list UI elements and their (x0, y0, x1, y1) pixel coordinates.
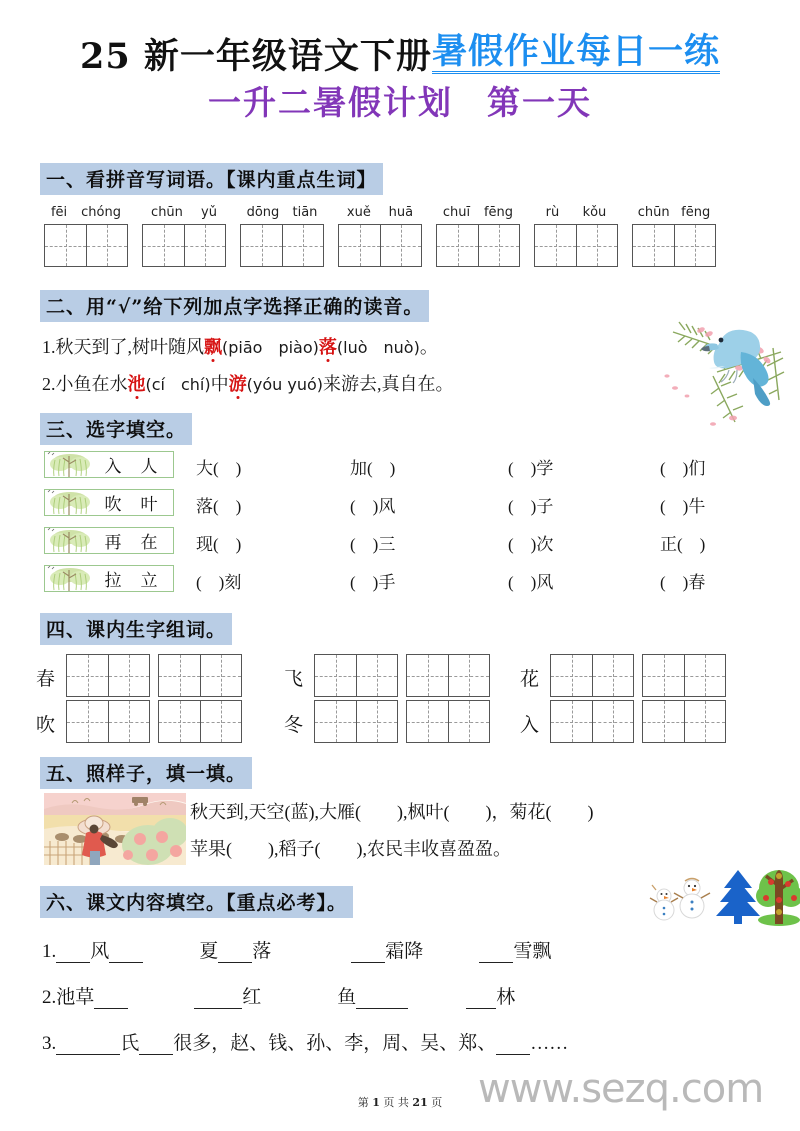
apple-tree (756, 870, 800, 926)
s2-l2-target-1: 池 (127, 374, 146, 394)
tianzige-cell[interactable] (159, 701, 200, 742)
fill-blank-item[interactable]: 加( ) (350, 459, 396, 478)
fill-blank-item[interactable]: ( )春 (660, 573, 706, 592)
word-choice-box[interactable] (44, 527, 174, 554)
word-writing-grid[interactable] (66, 700, 150, 743)
snowman-large (674, 879, 710, 919)
tianzige-cell[interactable] (45, 225, 86, 266)
section-5-heading-wrap (40, 757, 252, 789)
section-5-line-1: 秋天到,天空(蓝),大雁( ),枫叶( )，菊花( ) (190, 802, 594, 822)
word-writing-grid[interactable] (66, 654, 150, 697)
tianzige-cell[interactable] (380, 225, 421, 266)
fill-blank-item[interactable]: 现( ) (196, 535, 242, 554)
tianzige-cell[interactable] (67, 655, 108, 696)
pinyin-word-item (632, 205, 716, 267)
footer-suffix: 页 (431, 1096, 443, 1109)
tianzige-cell[interactable] (108, 655, 149, 696)
s2-l2-end: 来游去,真自在。 (323, 374, 454, 394)
s6-l3-number: 3. (42, 1033, 57, 1054)
footer-page-number: 1 (372, 1096, 380, 1109)
s2-l2-text-a: 小鱼在水 (55, 374, 128, 394)
tianzige-cell[interactable] (339, 225, 380, 266)
subtitle-day-text: 第一天 (487, 83, 592, 122)
s6-l2-char-2: 红 (242, 987, 262, 1008)
s2-l1-pinyin-1: (piāo piào) (222, 338, 319, 357)
pinyin-word-item (338, 205, 422, 267)
tianzige-cell[interactable] (143, 225, 184, 266)
s6-l2-char-1: 池草 (56, 987, 95, 1008)
word-writing-grid[interactable] (314, 700, 398, 743)
fill-blank-item[interactable]: ( )手 (350, 573, 396, 592)
s6-l2-char-3: 鱼 (337, 987, 357, 1008)
s2-l1-pinyin-2: (luò nuò) (336, 338, 420, 357)
fill-blank-item[interactable]: ( )牛 (660, 497, 706, 516)
s2-l1-target-2: 落 (318, 337, 337, 357)
s6-l1-char-5: 雪飘 (513, 941, 552, 962)
section-5-heading: 五、照样子，填一填。 (40, 757, 252, 789)
tianzige-grid[interactable] (44, 224, 128, 267)
tianzige-grid[interactable] (550, 700, 634, 743)
harvest-scene-illustration (44, 793, 186, 865)
tianzige-cell[interactable] (407, 701, 448, 742)
spacer (408, 987, 466, 1009)
word-writing-grid[interactable] (642, 700, 726, 743)
tianzige-cell[interactable] (551, 655, 592, 696)
tianzige-cell[interactable] (200, 701, 241, 742)
section-5-line-2: 苹果( ),稻子( ),农民丰收喜盈盈。 (190, 839, 511, 859)
willow-tree-icon (45, 528, 95, 553)
tianzige-cell[interactable] (315, 655, 356, 696)
tianzige-cell[interactable] (108, 701, 149, 742)
tianzige-grid[interactable] (158, 654, 242, 697)
pinyin-syllable-2: huā (388, 205, 414, 220)
word-choice-box[interactable] (44, 489, 174, 516)
tianzige-grid[interactable] (642, 654, 726, 697)
fill-blank-item[interactable]: ( )刻 (196, 573, 242, 592)
subtitle (0, 83, 800, 122)
tianzige-cell[interactable] (407, 655, 448, 696)
s2-l2-mid: 中 (210, 374, 229, 394)
spacer (128, 987, 194, 1009)
page-title (0, 0, 800, 77)
pinyin-syllable-1: xuě (346, 205, 371, 220)
pinyin-word-item (240, 205, 324, 267)
answer-blank[interactable] (109, 944, 143, 963)
title-blue-part: 暑假作业每日一练 (431, 31, 720, 72)
s2-l2-num: 2. (42, 374, 56, 394)
tianzige-cell[interactable] (684, 655, 725, 696)
s6-l2-number: 2. (42, 987, 57, 1008)
word-writing-grid[interactable] (406, 654, 490, 697)
word-choice-box[interactable] (44, 565, 174, 592)
pinyin-label (436, 205, 520, 222)
pinyin-syllable-1: chūn (151, 205, 183, 220)
tianzige-cell[interactable] (448, 655, 489, 696)
s2-l1-text-a: 秋天到了,树叶随风 (55, 337, 204, 357)
answer-blank[interactable] (466, 990, 496, 1009)
spacer (143, 941, 199, 963)
s6-l1-number: 1. (42, 941, 57, 962)
tianzige-grid[interactable] (240, 224, 324, 267)
tianzige-cell[interactable] (592, 701, 633, 742)
willow-tree-icon (45, 490, 95, 515)
section-6-heading: 六、课文内容填空。【重点必考】。 (40, 886, 353, 918)
pinyin-word-item (436, 205, 520, 267)
pinyin-syllable-1: fēi (50, 205, 68, 220)
tianzige-cell[interactable] (478, 225, 519, 266)
tianzige-grid[interactable] (550, 654, 634, 697)
tianzige-cell[interactable] (200, 655, 241, 696)
tianzige-grid[interactable] (66, 654, 150, 697)
answer-blank[interactable] (56, 1036, 120, 1055)
vocabulary-character: 冬 (284, 715, 304, 736)
s6-l3-ellipsis: …… (530, 1033, 569, 1054)
choice-character: 吹 (104, 495, 122, 514)
winter-scene-illustration (648, 862, 800, 930)
tianzige-grid[interactable] (534, 224, 618, 267)
tianzige-grid[interactable] (642, 700, 726, 743)
tianzige-cell[interactable] (184, 225, 225, 266)
tianzige-cell[interactable] (241, 225, 282, 266)
fill-blank-item[interactable]: ( )风 (350, 497, 396, 516)
snowman-small (650, 885, 678, 920)
pinyin-syllable-2: chóng (81, 205, 121, 220)
choice-character: 叶 (140, 495, 158, 514)
pinyin-syllable-2: fēng (483, 205, 514, 220)
fill-blank-item[interactable]: 正( ) (660, 535, 706, 554)
section-4-heading-wrap (40, 613, 232, 645)
tianzige-cell[interactable] (684, 701, 725, 742)
section-6-line-3 (42, 1028, 568, 1055)
fill-blank-item[interactable]: ( )们 (660, 459, 706, 478)
s6-l1-char-1: 风 (90, 941, 110, 962)
tianzige-cell[interactable] (592, 655, 633, 696)
s6-l3-char-1: 氏 (120, 1033, 140, 1054)
pine-tree (716, 870, 760, 924)
tianzige-grid[interactable] (436, 224, 520, 267)
pinyin-syllable-1: dōng (246, 205, 280, 220)
tianzige-cell[interactable] (643, 655, 684, 696)
willow-tree-icon (45, 452, 95, 477)
pinyin-syllable-2: kǒu (582, 205, 607, 220)
s6-l3-text: 很多，赵、钱、孙、李，周、吴、郑、 (173, 1033, 497, 1054)
choice-character: 拉 (104, 571, 122, 590)
word-writing-grid[interactable] (158, 654, 242, 697)
answer-blank[interactable] (351, 944, 385, 963)
pinyin-word-item (142, 205, 226, 267)
choice-characters (95, 490, 173, 515)
footer-mid: 页 共 (383, 1096, 409, 1109)
pinyin-syllable-1: rù (545, 205, 560, 220)
word-writing-grid[interactable] (642, 654, 726, 697)
pinyin-word-item (44, 205, 128, 267)
spacer (271, 941, 351, 963)
answer-blank[interactable] (194, 990, 242, 1009)
tianzige-cell[interactable] (643, 701, 684, 742)
tianzige-cell[interactable] (315, 701, 356, 742)
answer-blank[interactable] (218, 944, 252, 963)
s6-l1-char-3: 落 (252, 941, 272, 962)
tianzige-grid[interactable] (632, 224, 716, 267)
choice-characters (95, 452, 173, 477)
answer-blank[interactable] (56, 944, 90, 963)
pinyin-label (240, 205, 324, 222)
pinyin-syllable-2: yǔ (201, 205, 217, 220)
pinyin-label (142, 205, 226, 222)
s2-l2-pinyin-2: (yóu yuó) (246, 375, 323, 394)
choice-character: 入 (104, 457, 122, 476)
tianzige-cell[interactable] (67, 701, 108, 742)
section-2-heading: 二、用“√”给下列加点字选择正确的读音。 (40, 290, 429, 322)
pinyin-syllable-2: tiān (292, 205, 318, 220)
tianzige-cell[interactable] (576, 225, 617, 266)
tianzige-grid[interactable] (66, 700, 150, 743)
footer-prefix: 第 (357, 1096, 369, 1109)
section-2-sentence-2 (42, 370, 454, 396)
site-watermark: www.sezq.com (478, 1066, 764, 1112)
vocabulary-character: 入 (520, 715, 540, 736)
pinyin-syllable-1: chuī (442, 205, 471, 220)
answer-blank[interactable] (356, 990, 408, 1009)
answer-blank[interactable] (496, 1036, 530, 1055)
tianzige-grid[interactable] (314, 654, 398, 697)
fill-blank-item[interactable]: ( )子 (508, 497, 554, 516)
word-writing-grid[interactable] (550, 654, 634, 697)
choice-characters (95, 566, 173, 591)
fill-blank-item[interactable]: ( )三 (350, 535, 396, 554)
choice-character: 立 (140, 571, 158, 590)
fill-blank-item[interactable]: ( )次 (508, 535, 554, 554)
section-1-heading-wrap (40, 163, 383, 195)
s2-l2-target-2: 游 (228, 374, 247, 394)
willow-tree-icon (45, 566, 95, 591)
fill-blank-item[interactable]: 大( ) (196, 459, 242, 478)
s6-l1-char-4: 霜降 (385, 941, 424, 962)
pinyin-label (338, 205, 422, 222)
tianzige-cell[interactable] (356, 701, 397, 742)
pinyin-label (44, 205, 128, 222)
section-2-heading-wrap (40, 290, 429, 322)
tianzige-cell[interactable] (448, 701, 489, 742)
fill-blank-item[interactable]: ( )风 (508, 573, 554, 592)
tianzige-grid[interactable] (338, 224, 422, 267)
pinyin-label (632, 205, 716, 222)
section-3-heading: 三、选字填空。 (40, 413, 192, 445)
vocabulary-character: 花 (520, 669, 540, 690)
answer-blank[interactable] (94, 990, 128, 1009)
pinyin-syllable-2: fēng (681, 205, 711, 220)
tianzige-cell[interactable] (674, 225, 715, 266)
tianzige-grid[interactable] (314, 700, 398, 743)
pinyin-word-row (44, 205, 730, 267)
answer-blank[interactable] (139, 1036, 173, 1055)
subtitle-main-text: 一升二暑假计划 (208, 83, 453, 122)
tianzige-grid[interactable] (142, 224, 226, 267)
pinyin-syllable-1: chūn (637, 205, 670, 220)
pinyin-label (534, 205, 618, 222)
word-writing-grid[interactable] (550, 700, 634, 743)
choice-characters (95, 528, 173, 553)
section-6-line-1 (42, 936, 551, 963)
choice-character: 在 (140, 533, 158, 552)
section-4-heading: 四、课内生字组词。 (40, 613, 232, 645)
section-2-sentence-1 (42, 333, 438, 359)
tianzige-cell[interactable] (535, 225, 576, 266)
section-3-heading-wrap (40, 413, 192, 445)
word-choice-box[interactable] (44, 451, 174, 478)
choice-character: 再 (104, 533, 122, 552)
s2-l2-pinyin-1: (cí chí) (145, 375, 211, 394)
section-1-heading: 一、看拼音写词语。【课内重点生词】 (40, 163, 383, 195)
tianzige-grid[interactable] (406, 700, 490, 743)
tianzige-cell[interactable] (86, 225, 127, 266)
spacer (423, 941, 479, 963)
tianzige-cell[interactable] (159, 655, 200, 696)
pinyin-word-item (534, 205, 618, 267)
answer-blank[interactable] (479, 944, 513, 963)
word-writing-grid[interactable] (406, 700, 490, 743)
word-writing-grid[interactable] (314, 654, 398, 697)
fill-blank-item[interactable]: ( )学 (508, 459, 554, 478)
tianzige-cell[interactable] (551, 701, 592, 742)
tianzige-cell[interactable] (356, 655, 397, 696)
footer-total-pages: 21 (412, 1096, 428, 1109)
tianzige-cell[interactable] (437, 225, 478, 266)
vocabulary-character: 飞 (284, 669, 304, 690)
spacer (261, 987, 337, 1009)
tianzige-cell[interactable] (633, 225, 674, 266)
vocabulary-character: 吹 (36, 715, 56, 736)
choice-character: 人 (140, 457, 158, 476)
s2-l1-end: 。 (419, 337, 438, 357)
s2-l1-num: 1. (42, 337, 56, 357)
s2-l1-target-1: 飘 (204, 337, 222, 357)
vocabulary-character: 春 (36, 669, 56, 690)
tianzige-cell[interactable] (282, 225, 323, 266)
tianzige-grid[interactable] (406, 654, 490, 697)
fill-blank-item[interactable]: 落( ) (196, 497, 242, 516)
tianzige-grid[interactable] (158, 700, 242, 743)
word-writing-grid[interactable] (158, 700, 242, 743)
section-6-line-2 (42, 982, 515, 1009)
bird-on-branch-illustration (655, 300, 795, 440)
s6-l1-char-2: 夏 (199, 941, 219, 962)
section-6-heading-wrap (40, 886, 353, 918)
s6-l2-char-4: 林 (496, 987, 516, 1008)
title-black-part: 25 新一年级语文下册 (80, 36, 432, 77)
